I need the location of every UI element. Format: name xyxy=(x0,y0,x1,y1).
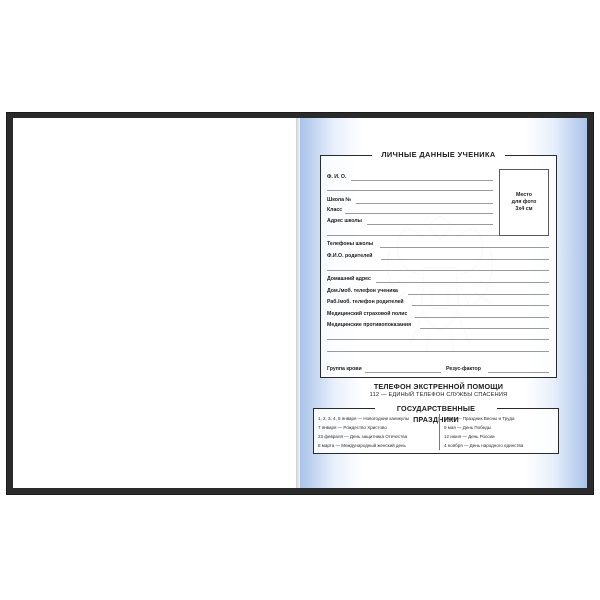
emergency-title: ТЕЛЕФОН ЭКСТРЕННОЙ ПОМОЩИ xyxy=(373,382,504,391)
photo-caption-line-2: для фото xyxy=(511,199,537,205)
fio-label: Ф. И. О. xyxy=(327,174,347,180)
student-phone-label: Дом./моб. телефон ученика xyxy=(327,288,398,294)
home-address-label: Домашний адрес xyxy=(327,276,371,282)
photo-caption xyxy=(506,192,542,213)
student-phone-line[interactable] xyxy=(408,294,549,295)
left-blank-page xyxy=(13,118,296,488)
personal-data-title: ЛИЧНЫЕ ДАННЫЕ УЧЕНИКА xyxy=(372,149,505,161)
photo-placeholder xyxy=(499,169,549,236)
holidays-title: ГОСУДАРСТВЕННЫЕ ПРАЗДНИКИ xyxy=(375,403,497,414)
parents-fio-line[interactable] xyxy=(381,259,549,260)
class-line[interactable] xyxy=(345,213,493,214)
blood-group-line[interactable] xyxy=(365,372,441,373)
photo-caption-line-3: 3х4 см xyxy=(515,206,533,212)
holiday-item: 9 мая — День Победы xyxy=(444,425,491,430)
school-label: Школа № xyxy=(327,197,352,203)
photo-caption-line-1: Место xyxy=(516,192,532,198)
holiday-item: 23 февраля — День защитника Отечества xyxy=(318,434,408,439)
parents-fio-label: Ф.И.О. родителей xyxy=(327,253,373,259)
school-address-line[interactable] xyxy=(367,224,493,225)
parents-work-phone-line[interactable] xyxy=(412,305,549,306)
contraindications-line[interactable] xyxy=(420,328,549,329)
contraindications-line-3[interactable] xyxy=(327,351,549,352)
home-address-line[interactable] xyxy=(376,282,549,283)
holiday-item: 7 января — Рождество Христово xyxy=(318,425,387,430)
fio-line[interactable] xyxy=(351,180,493,181)
contraindications-label: Медицинские противопоказания xyxy=(327,322,412,328)
parents-fio-line-2[interactable] xyxy=(327,270,549,271)
insurance-policy-label: Медицинский страховой полис xyxy=(327,311,408,317)
rh-factor-label: Резус-фактор xyxy=(446,366,481,372)
emergency-subtitle: 112 — ЕДИНЫЙ ТЕЛЕФОН СЛУЖБЫ СПАСЕНИЯ xyxy=(369,392,508,398)
school-address-label: Адрес школы xyxy=(327,218,362,224)
school-phones-line[interactable] xyxy=(380,247,549,248)
holiday-item: 4 ноября — День народного единства xyxy=(444,443,524,448)
holiday-item: 12 июня — День России xyxy=(444,434,495,439)
class-label: Класс xyxy=(327,207,343,213)
insurance-policy-line[interactable] xyxy=(415,317,549,318)
holiday-item: 8 марта — Международный женский день xyxy=(318,443,406,448)
school-line[interactable] xyxy=(356,203,493,204)
fio-line-2[interactable] xyxy=(327,190,493,191)
contraindications-line-2[interactable] xyxy=(327,339,549,340)
holiday-item: 1, 2, 3, 4, 5 января — Новогодние каникулы xyxy=(318,416,409,421)
school-phones-label: Телефоны школы xyxy=(327,241,374,247)
parents-work-phone-label: Раб./моб. телефон родителей xyxy=(327,299,404,305)
blood-group-label: Группа крови xyxy=(327,366,362,372)
rh-factor-line[interactable] xyxy=(488,372,549,373)
holiday-item: 1 мая — Праздник Весны и Труда xyxy=(444,416,515,421)
holidays-divider xyxy=(439,414,440,450)
